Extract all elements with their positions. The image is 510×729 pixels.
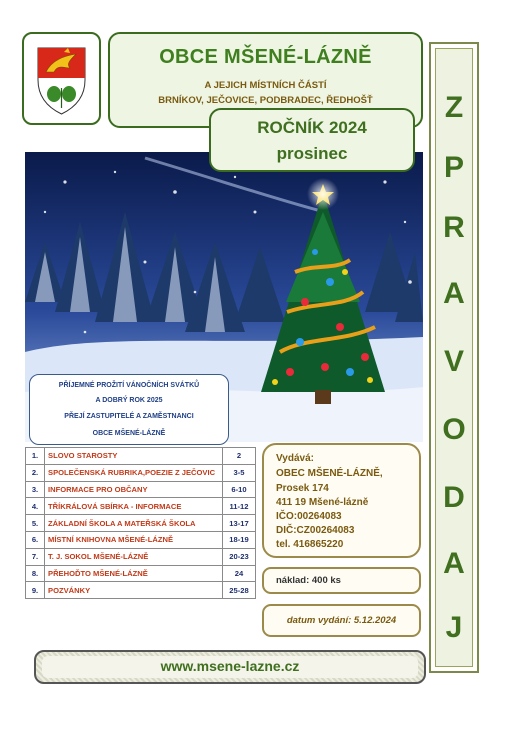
side-letter: A [443, 277, 465, 310]
toc-row [26, 448, 256, 465]
greeting-line: A DOBRÝ ROK 2025 [95, 397, 163, 404]
side-letter: O [442, 413, 466, 446]
toc-row [26, 464, 256, 481]
issue-month: prosinec [276, 144, 348, 163]
toc-pages: 25-28 [223, 582, 256, 599]
toc-row [26, 582, 256, 599]
toc-title: SLOVO STAROSTY [45, 448, 223, 465]
toc-row [26, 498, 256, 515]
toc-pages: 20-23 [223, 548, 256, 565]
toc-row [26, 515, 256, 532]
side-letter: D [443, 481, 465, 514]
greeting-line: PŘEJÍ ZASTUPITELÉ A ZAMĚSTNANCI [64, 413, 194, 420]
toc-title: PŘEHOĎTO MŠENÉ-LÁZNĚ [45, 565, 223, 582]
toc-number: 6. [26, 531, 45, 548]
side-letter: P [443, 151, 464, 184]
toc-number: 5. [26, 515, 45, 532]
municipal-crest-icon [24, 34, 99, 123]
issue-panel [209, 108, 415, 172]
toc-row [26, 548, 256, 565]
issue-date-box [262, 604, 421, 637]
publisher-city: 411 19 Mšené-lázně [276, 497, 369, 508]
publisher-label: Vydává: [276, 453, 314, 464]
toc-number: 3. [26, 481, 45, 498]
circulation-text: náklad: 400 ks [276, 575, 341, 586]
issue-year: ROČNÍK 2024 [257, 118, 367, 137]
greeting-box [29, 374, 229, 445]
toc-number: 2. [26, 464, 45, 481]
crest-frame [22, 32, 101, 125]
toc-number: 4. [26, 498, 45, 515]
publisher-name: OBEC MŠENÉ-LÁZNĚ, [276, 468, 383, 479]
website-frame [34, 650, 426, 684]
toc-number: 9. [26, 582, 45, 599]
side-letter: R [443, 211, 465, 244]
side-letter: V [443, 345, 464, 378]
side-letter: Z [444, 91, 464, 124]
newsletter-title: OBCE MŠENÉ-LÁZNĚ [159, 46, 372, 68]
subtitle-line1: A JEJICH MÍSTNÍCH ČÁSTÍ [204, 80, 327, 91]
side-letter: J [445, 611, 463, 644]
side-letter: A [443, 547, 465, 580]
issue-date-text: datum vydání: 5.12.2024 [286, 615, 397, 626]
toc-pages: 24 [223, 565, 256, 582]
website-link[interactable]: www.msene-lazne.cz [160, 658, 300, 674]
table-of-contents [25, 447, 256, 599]
publisher-box [262, 443, 421, 558]
toc-row [26, 531, 256, 548]
subtitle-line2: BRNÍKOV, JEČOVICE, PODBRADEC, ŘEDHOŠŤ [158, 95, 373, 106]
toc-pages: 3-5 [223, 464, 256, 481]
toc-title: SPOLEČENSKÁ RUBRIKA,POEZIE Z JEČOVIC [45, 464, 223, 481]
toc-pages: 6-10 [223, 481, 256, 498]
website-panel [42, 656, 418, 678]
publisher-street: Prosek 174 [276, 483, 329, 494]
toc-row [26, 481, 256, 498]
side-title-panel [435, 48, 473, 667]
toc-title: POZVÁNKY [45, 582, 223, 599]
greeting-line: PŘÍJEMNÉ PROŽITÍ VÁNOČNÍCH SVÁTKŮ [58, 382, 200, 389]
publisher-phone: tel. 416865220 [276, 539, 344, 550]
toc-title: T. J. SOKOL MŠENÉ-LÁZNĚ [45, 548, 223, 565]
toc-row [26, 565, 256, 582]
publisher-dic: DIČ:CZ00264083 [276, 525, 355, 536]
greeting-line: OBCE MŠENÉ-LÁZNĚ [92, 430, 166, 437]
toc-number: 7. [26, 548, 45, 565]
toc-pages: 13-17 [223, 515, 256, 532]
toc-pages: 2 [223, 448, 256, 465]
side-title-frame [429, 42, 479, 673]
toc-pages: 11-12 [223, 498, 256, 515]
toc-pages: 18-19 [223, 531, 256, 548]
publisher-ico: IČO:00264083 [276, 511, 342, 522]
toc-title: TŘÍKRÁLOVÁ SBÍRKA - INFORMACE [45, 498, 223, 515]
toc-title: MÍSTNÍ KNIHOVNA MŠENÉ-LÁZNĚ [45, 531, 223, 548]
toc-title: ZÁKLADNÍ ŠKOLA A MATEŘSKÁ ŠKOLA [45, 515, 223, 532]
toc-number: 1. [26, 448, 45, 465]
toc-title: INFORMACE PRO OBČANY [45, 481, 223, 498]
circulation-box [262, 567, 421, 594]
toc-number: 8. [26, 565, 45, 582]
